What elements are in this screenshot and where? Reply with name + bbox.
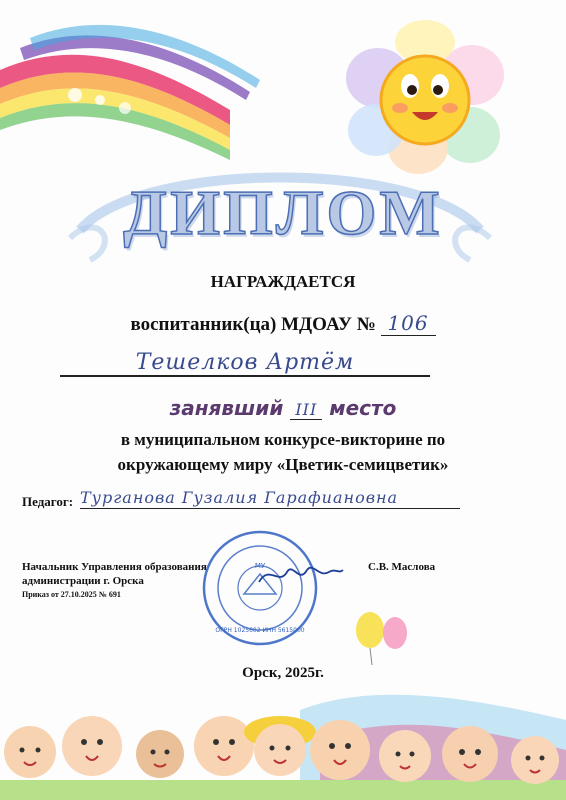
head-title-line-2: администрации г. Орска: [22, 575, 144, 587]
head-title-line-1: Начальник Управления образования: [22, 561, 207, 573]
children-illustration: [0, 680, 566, 800]
contest-line-1: в муниципальном конкурсе-викторине по: [120, 430, 446, 449]
pupil-line: [0, 311, 566, 336]
student-name: Тешелков Артём: [135, 350, 355, 375]
contest-line-2: окружающему миру «Цветик-семицветик»: [117, 455, 449, 474]
pupil-prefix: воспитанник(ца) МДОАУ №: [130, 314, 376, 335]
stamp-center-text: МУ: [254, 562, 266, 570]
awarded-heading: НАГРАЖДАЕТСЯ: [210, 272, 356, 291]
teacher-label: Педагог:: [22, 494, 74, 509]
stamp-bottom-text: ОГРН 1025602 ИНН 5615000: [215, 627, 305, 634]
student-name-line: [60, 350, 430, 377]
place-line: [0, 396, 566, 420]
city-year: Орск, 2025г.: [242, 665, 324, 681]
school-number: 106: [381, 311, 436, 336]
place-value: III: [290, 400, 322, 420]
diploma-title: ДИПЛОМ: [123, 177, 443, 248]
teacher-name: Турганова Гузалия Гарафиановна: [80, 488, 399, 507]
order-line: Приказ от 27.10.2025 № 691: [22, 590, 121, 599]
place-prefix: занявший: [169, 396, 284, 420]
teacher-name-line: [80, 488, 460, 509]
head-name: С.В. Маслова: [368, 561, 436, 573]
signature: [255, 560, 345, 590]
place-suffix: место: [329, 396, 397, 420]
balloons-illustration: [350, 605, 420, 665]
